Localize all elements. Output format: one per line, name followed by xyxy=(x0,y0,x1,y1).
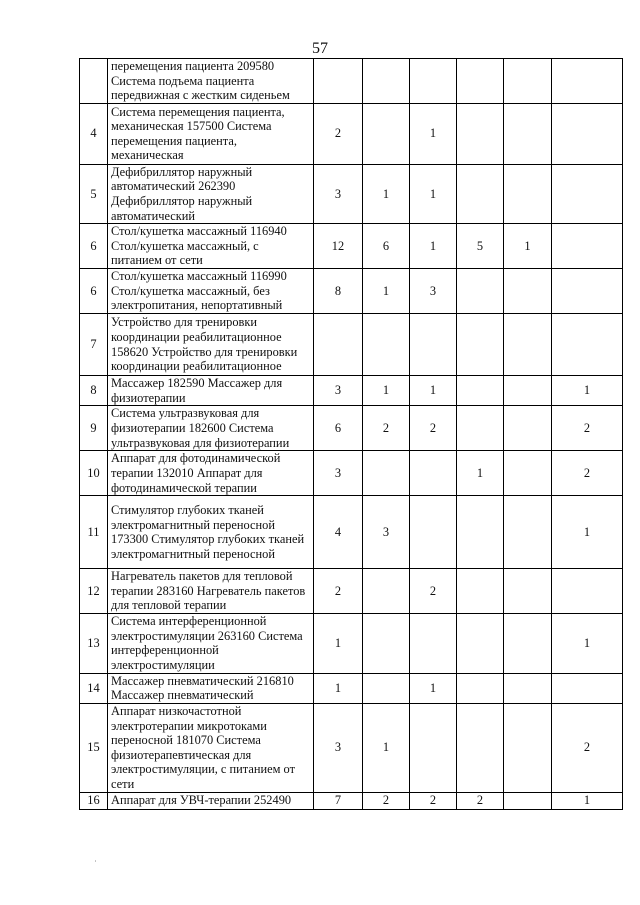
quantity-cell-4 xyxy=(457,269,504,314)
equipment-name-cell: перемещения пациента 209580 Система подъема пациента передвижная с жестким сиденьем xyxy=(108,59,314,104)
quantity-cell-5 xyxy=(504,451,552,496)
row-number-cell: 9 xyxy=(80,406,108,451)
row-number-cell: 6 xyxy=(80,269,108,314)
equipment-name-cell: Система интерференционной электростимуляции 263160 Система интерференционной электростимуляции xyxy=(108,614,314,673)
row-number-cell: 8 xyxy=(80,376,108,406)
equipment-name-cell: Массажер пневматический 216810 Массажер пневматический xyxy=(108,673,314,703)
quantity-cell-5 xyxy=(504,569,552,614)
quantity-cell-2: 1 xyxy=(363,376,410,406)
quantity-cell-1: 7 xyxy=(314,792,363,809)
quantity-cell-2: 1 xyxy=(363,269,410,314)
quantity-cell-2 xyxy=(363,314,410,376)
quantity-cell-1: 8 xyxy=(314,269,363,314)
quantity-cell-1: 1 xyxy=(314,673,363,703)
quantity-cell-1 xyxy=(314,59,363,104)
quantity-cell-4 xyxy=(457,59,504,104)
quantity-cell-4 xyxy=(457,569,504,614)
row-number-cell: 13 xyxy=(80,614,108,673)
row-number-cell: 16 xyxy=(80,792,108,809)
quantity-cell-6 xyxy=(552,224,623,269)
equipment-name-cell: Устройство для тренировки координации реабилитационное 158620 Устройство для тренировки координации реабилитационное xyxy=(108,314,314,376)
table-row xyxy=(80,496,623,569)
quantity-cell-4 xyxy=(457,496,504,569)
row-number-cell xyxy=(80,59,108,104)
row-number-cell: 7 xyxy=(80,314,108,376)
quantity-cell-5 xyxy=(504,314,552,376)
quantity-cell-1: 2 xyxy=(314,103,363,164)
quantity-cell-5 xyxy=(504,406,552,451)
quantity-cell-1: 3 xyxy=(314,703,363,792)
quantity-cell-4: 1 xyxy=(457,451,504,496)
quantity-cell-2 xyxy=(363,451,410,496)
row-number-cell: 10 xyxy=(80,451,108,496)
quantity-cell-4 xyxy=(457,164,504,223)
quantity-cell-5 xyxy=(504,376,552,406)
quantity-cell-4 xyxy=(457,406,504,451)
quantity-cell-5 xyxy=(504,614,552,673)
quantity-cell-3 xyxy=(410,314,457,376)
quantity-cell-5 xyxy=(504,103,552,164)
quantity-cell-4 xyxy=(457,703,504,792)
quantity-cell-6 xyxy=(552,569,623,614)
quantity-cell-1: 12 xyxy=(314,224,363,269)
quantity-cell-5 xyxy=(504,164,552,223)
quantity-cell-6: 1 xyxy=(552,376,623,406)
quantity-cell-3: 2 xyxy=(410,569,457,614)
quantity-cell-4 xyxy=(457,314,504,376)
quantity-cell-6: 1 xyxy=(552,496,623,569)
quantity-cell-6 xyxy=(552,269,623,314)
quantity-cell-6 xyxy=(552,164,623,223)
quantity-cell-4 xyxy=(457,673,504,703)
row-number-cell: 6 xyxy=(80,224,108,269)
quantity-cell-5 xyxy=(504,496,552,569)
quantity-cell-1: 4 xyxy=(314,496,363,569)
quantity-cell-1: 3 xyxy=(314,376,363,406)
table-row xyxy=(80,164,623,223)
quantity-cell-5 xyxy=(504,792,552,809)
quantity-cell-6: 2 xyxy=(552,406,623,451)
quantity-cell-6: 2 xyxy=(552,703,623,792)
quantity-cell-2: 6 xyxy=(363,224,410,269)
table-row xyxy=(80,103,623,164)
quantity-cell-3: 2 xyxy=(410,406,457,451)
quantity-cell-4: 5 xyxy=(457,224,504,269)
table-row xyxy=(80,673,623,703)
equipment-name-cell: Стол/кушетка массажный 116940 Стол/кушетка массажный, с питанием от сети xyxy=(108,224,314,269)
quantity-cell-1 xyxy=(314,314,363,376)
quantity-cell-3: 1 xyxy=(410,164,457,223)
equipment-name-cell: Аппарат для фотодинамической терапии 132010 Аппарат для фотодинамической терапии xyxy=(108,451,314,496)
quantity-cell-6 xyxy=(552,59,623,104)
equipment-name-cell: Аппарат низкочастотной электротерапии микротоками переносной 181070 Система физиотерапевтическая для электростимуляции, с питанием от сети xyxy=(108,703,314,792)
quantity-cell-2 xyxy=(363,569,410,614)
quantity-cell-2 xyxy=(363,103,410,164)
quantity-cell-6: 1 xyxy=(552,614,623,673)
quantity-cell-5 xyxy=(504,673,552,703)
scan-speck: ˙ xyxy=(94,859,97,869)
quantity-cell-1: 3 xyxy=(314,451,363,496)
table-row xyxy=(80,451,623,496)
equipment-name-cell: Нагреватель пакетов для тепловой терапии 283160 Нагреватель пакетов для тепловой терапии xyxy=(108,569,314,614)
page-number: 57 xyxy=(312,40,328,57)
table-row xyxy=(80,314,623,376)
quantity-cell-2: 2 xyxy=(363,792,410,809)
row-number-cell: 14 xyxy=(80,673,108,703)
quantity-cell-3: 3 xyxy=(410,269,457,314)
equipment-table-body xyxy=(80,59,623,810)
quantity-cell-2 xyxy=(363,673,410,703)
quantity-cell-3: 1 xyxy=(410,673,457,703)
quantity-cell-2: 1 xyxy=(363,703,410,792)
row-number-cell: 15 xyxy=(80,703,108,792)
quantity-cell-3 xyxy=(410,451,457,496)
quantity-cell-2: 3 xyxy=(363,496,410,569)
quantity-cell-1: 2 xyxy=(314,569,363,614)
equipment-name-cell: Дефибриллятор наружный автоматический 262390 Дефибриллятор наружный автоматический xyxy=(108,164,314,223)
quantity-cell-6: 2 xyxy=(552,451,623,496)
quantity-cell-1: 6 xyxy=(314,406,363,451)
quantity-cell-2 xyxy=(363,614,410,673)
quantity-cell-6: 1 xyxy=(552,792,623,809)
row-number-cell: 11 xyxy=(80,496,108,569)
quantity-cell-4 xyxy=(457,103,504,164)
table-row xyxy=(80,224,623,269)
quantity-cell-2: 2 xyxy=(363,406,410,451)
table-row xyxy=(80,569,623,614)
quantity-cell-3: 2 xyxy=(410,792,457,809)
quantity-cell-4 xyxy=(457,614,504,673)
quantity-cell-5 xyxy=(504,269,552,314)
quantity-cell-6 xyxy=(552,103,623,164)
table-row xyxy=(80,376,623,406)
quantity-cell-5 xyxy=(504,703,552,792)
row-number-cell: 5 xyxy=(80,164,108,223)
quantity-cell-2 xyxy=(363,59,410,104)
quantity-cell-5: 1 xyxy=(504,224,552,269)
quantity-cell-1: 1 xyxy=(314,614,363,673)
quantity-cell-6 xyxy=(552,673,623,703)
table-row xyxy=(80,792,623,809)
equipment-name-cell: Аппарат для УВЧ-терапии 252490 xyxy=(108,792,314,809)
quantity-cell-3 xyxy=(410,59,457,104)
quantity-cell-4: 2 xyxy=(457,792,504,809)
table-row xyxy=(80,59,623,104)
quantity-cell-3: 1 xyxy=(410,224,457,269)
quantity-cell-3 xyxy=(410,496,457,569)
quantity-cell-4 xyxy=(457,376,504,406)
equipment-name-cell: Массажер 182590 Массажер для физиотерапии xyxy=(108,376,314,406)
quantity-cell-1: 3 xyxy=(314,164,363,223)
table-row xyxy=(80,406,623,451)
equipment-name-cell: Стимулятор глубоких тканей электромагнитный переносной 173300 Стимулятор глубоких тканей электромагнитный переносной xyxy=(108,496,314,569)
table-row xyxy=(80,269,623,314)
quantity-cell-3 xyxy=(410,703,457,792)
row-number-cell: 4 xyxy=(80,103,108,164)
table-row xyxy=(80,703,623,792)
quantity-cell-5 xyxy=(504,59,552,104)
quantity-cell-3: 1 xyxy=(410,103,457,164)
quantity-cell-3: 1 xyxy=(410,376,457,406)
table-row xyxy=(80,614,623,673)
row-number-cell: 12 xyxy=(80,569,108,614)
equipment-name-cell: Система ультразвуковая для физиотерапии 182600 Система ультразвуковая для физиотерапии xyxy=(108,406,314,451)
equipment-name-cell: Стол/кушетка массажный 116990 Стол/кушетка массажный, без электропитания, непортативный xyxy=(108,269,314,314)
quantity-cell-2: 1 xyxy=(363,164,410,223)
quantity-cell-3 xyxy=(410,614,457,673)
equipment-name-cell: Система перемещения пациента, механическая 157500 Система перемещения пациента, механическая xyxy=(108,103,314,164)
equipment-table xyxy=(79,58,623,810)
quantity-cell-6 xyxy=(552,314,623,376)
